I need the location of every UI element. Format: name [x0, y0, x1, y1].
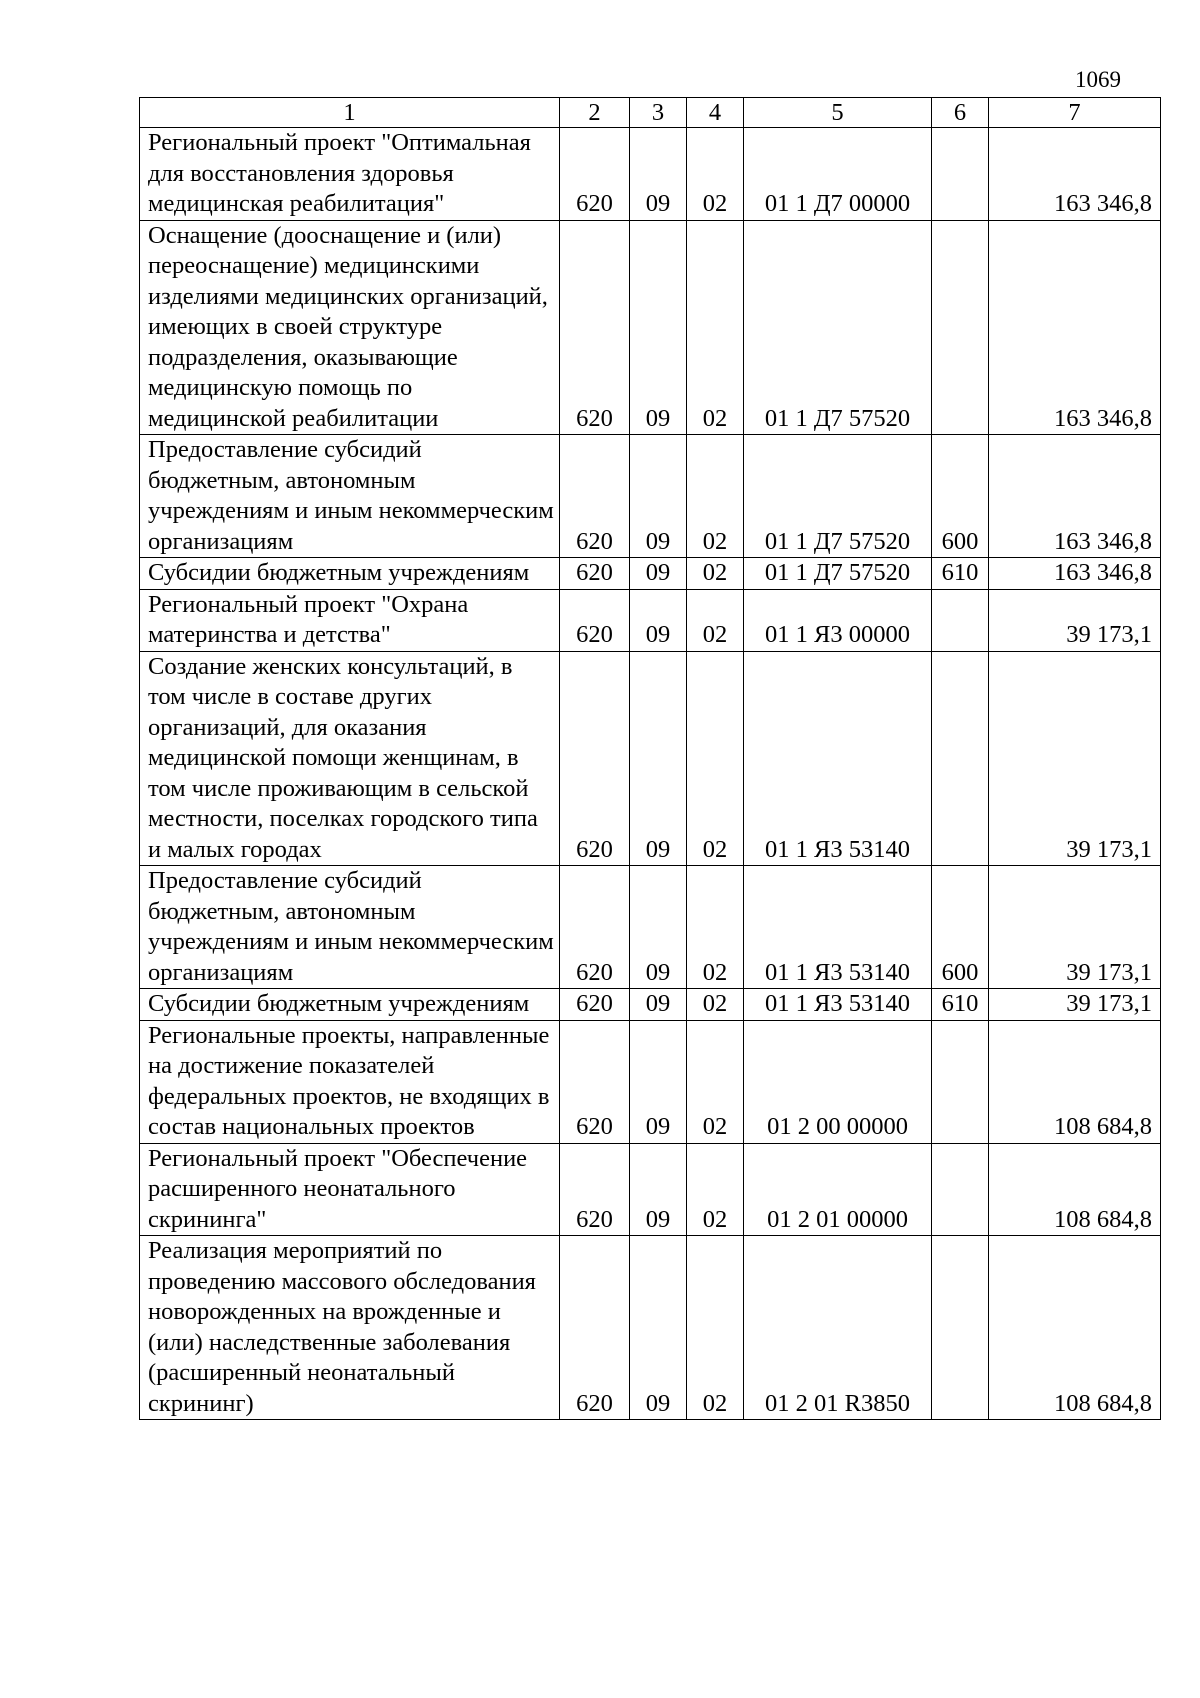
ministry-code-cell: 620	[560, 589, 630, 651]
amount-cell: 108 684,8	[989, 1020, 1161, 1143]
table-row	[140, 589, 1161, 651]
target-article-cell: 01 1 Я3 53140	[744, 866, 932, 989]
section-code-cell: 09	[630, 220, 687, 435]
subsection-code-cell: 02	[687, 651, 744, 866]
target-article-cell: 01 1 Д7 57520	[744, 220, 932, 435]
expense-type-cell: 610	[932, 989, 989, 1021]
table-row	[140, 558, 1161, 590]
column-header: 5	[744, 98, 932, 128]
target-article-cell: 01 1 Я3 53140	[744, 651, 932, 866]
section-code-cell: 09	[630, 589, 687, 651]
expense-type-cell	[932, 1020, 989, 1143]
section-code-cell: 09	[630, 651, 687, 866]
ministry-code-cell: 620	[560, 1236, 630, 1420]
subsection-code-cell: 02	[687, 1236, 744, 1420]
table-row	[140, 989, 1161, 1021]
subsection-code-cell: 02	[687, 1143, 744, 1236]
row-name-cell: Создание женских консультаций, в том числе в составе других организаций, для оказания медицинской помощи женщинам, в том числе проживающим в сельской местности, поселках городского типа и малых городах	[140, 651, 560, 866]
subsection-code-cell: 02	[687, 435, 744, 558]
section-code-cell: 09	[630, 1143, 687, 1236]
target-article-cell: 01 1 Д7 00000	[744, 128, 932, 221]
column-header: 7	[989, 98, 1161, 128]
amount-cell: 108 684,8	[989, 1236, 1161, 1420]
row-name-cell: Субсидии бюджетным учреждениям	[140, 558, 560, 590]
target-article-cell: 01 1 Д7 57520	[744, 558, 932, 590]
row-name-cell: Региональный проект "Обеспечение расширенного неонатального скрининга"	[140, 1143, 560, 1236]
subsection-code-cell: 02	[687, 589, 744, 651]
expense-type-cell: 610	[932, 558, 989, 590]
amount-cell: 39 173,1	[989, 866, 1161, 989]
table-row	[140, 435, 1161, 558]
target-article-cell: 01 2 01 R3850	[744, 1236, 932, 1420]
subsection-code-cell: 02	[687, 558, 744, 590]
column-header: 3	[630, 98, 687, 128]
expense-type-cell	[932, 651, 989, 866]
row-name-cell: Предоставление субсидий бюджетным, автономным учреждениям и иным некоммерческим организациям	[140, 866, 560, 989]
subsection-code-cell: 02	[687, 220, 744, 435]
table-row	[140, 1020, 1161, 1143]
ministry-code-cell: 620	[560, 1143, 630, 1236]
expense-type-cell	[932, 220, 989, 435]
amount-cell: 163 346,8	[989, 220, 1161, 435]
expense-type-cell	[932, 589, 989, 651]
table-row	[140, 866, 1161, 989]
column-header: 4	[687, 98, 744, 128]
row-name-cell: Субсидии бюджетным учреждениям	[140, 989, 560, 1021]
section-code-cell: 09	[630, 1236, 687, 1420]
section-code-cell: 09	[630, 435, 687, 558]
amount-cell: 163 346,8	[989, 435, 1161, 558]
column-header: 2	[560, 98, 630, 128]
target-article-cell: 01 1 Я3 53140	[744, 989, 932, 1021]
ministry-code-cell: 620	[560, 558, 630, 590]
section-code-cell: 09	[630, 989, 687, 1021]
row-name-cell: Региональный проект "Оптимальная для восстановления здоровья медицинская реабилитация"	[140, 128, 560, 221]
expense-type-cell	[932, 128, 989, 221]
ministry-code-cell: 620	[560, 128, 630, 221]
target-article-cell: 01 1 Я3 00000	[744, 589, 932, 651]
expense-type-cell	[932, 1236, 989, 1420]
amount-cell: 39 173,1	[989, 651, 1161, 866]
expense-type-cell: 600	[932, 435, 989, 558]
target-article-cell: 01 1 Д7 57520	[744, 435, 932, 558]
amount-cell: 108 684,8	[989, 1143, 1161, 1236]
target-article-cell: 01 2 01 00000	[744, 1143, 932, 1236]
subsection-code-cell: 02	[687, 866, 744, 989]
ministry-code-cell: 620	[560, 866, 630, 989]
table-row	[140, 651, 1161, 866]
header-row	[140, 98, 1161, 128]
subsection-code-cell: 02	[687, 128, 744, 221]
amount-cell: 39 173,1	[989, 589, 1161, 651]
row-name-cell: Оснащение (дооснащение и (или) переоснащение) медицинскими изделиями медицинских организаций, имеющих в своей структуре подразделения, оказывающие медицинскую помощь по медицинской реабилитации	[140, 220, 560, 435]
row-name-cell: Региональные проекты, направленные на достижение показателей федеральных проектов, не входящих в состав национальных проектов	[140, 1020, 560, 1143]
expense-type-cell: 600	[932, 866, 989, 989]
table-row	[140, 128, 1161, 221]
row-name-cell: Предоставление субсидий бюджетным, автономным учреждениям и иным некоммерческим организациям	[140, 435, 560, 558]
ministry-code-cell: 620	[560, 220, 630, 435]
subsection-code-cell: 02	[687, 1020, 744, 1143]
table-row	[140, 1143, 1161, 1236]
target-article-cell: 01 2 00 00000	[744, 1020, 932, 1143]
amount-cell: 39 173,1	[989, 989, 1161, 1021]
section-code-cell: 09	[630, 128, 687, 221]
column-header: 6	[932, 98, 989, 128]
row-name-cell: Региональный проект "Охрана материнства и детства"	[140, 589, 560, 651]
amount-cell: 163 346,8	[989, 128, 1161, 221]
ministry-code-cell: 620	[560, 989, 630, 1021]
table-row	[140, 1236, 1161, 1420]
row-name-cell: Реализация мероприятий по проведению массового обследования новорожденных на врожденные и (или) наследственные заболевания (расширенный неонатальный скрининг)	[140, 1236, 560, 1420]
expense-type-cell	[932, 1143, 989, 1236]
subsection-code-cell: 02	[687, 989, 744, 1021]
ministry-code-cell: 620	[560, 1020, 630, 1143]
table-row	[140, 220, 1161, 435]
ministry-code-cell: 620	[560, 435, 630, 558]
section-code-cell: 09	[630, 866, 687, 989]
table-body	[140, 128, 1161, 1420]
budget-table	[139, 97, 1161, 1420]
section-code-cell: 09	[630, 558, 687, 590]
column-header: 1	[140, 98, 560, 128]
ministry-code-cell: 620	[560, 651, 630, 866]
amount-cell: 163 346,8	[989, 558, 1161, 590]
page-number: 1069	[1075, 67, 1121, 92]
section-code-cell: 09	[630, 1020, 687, 1143]
